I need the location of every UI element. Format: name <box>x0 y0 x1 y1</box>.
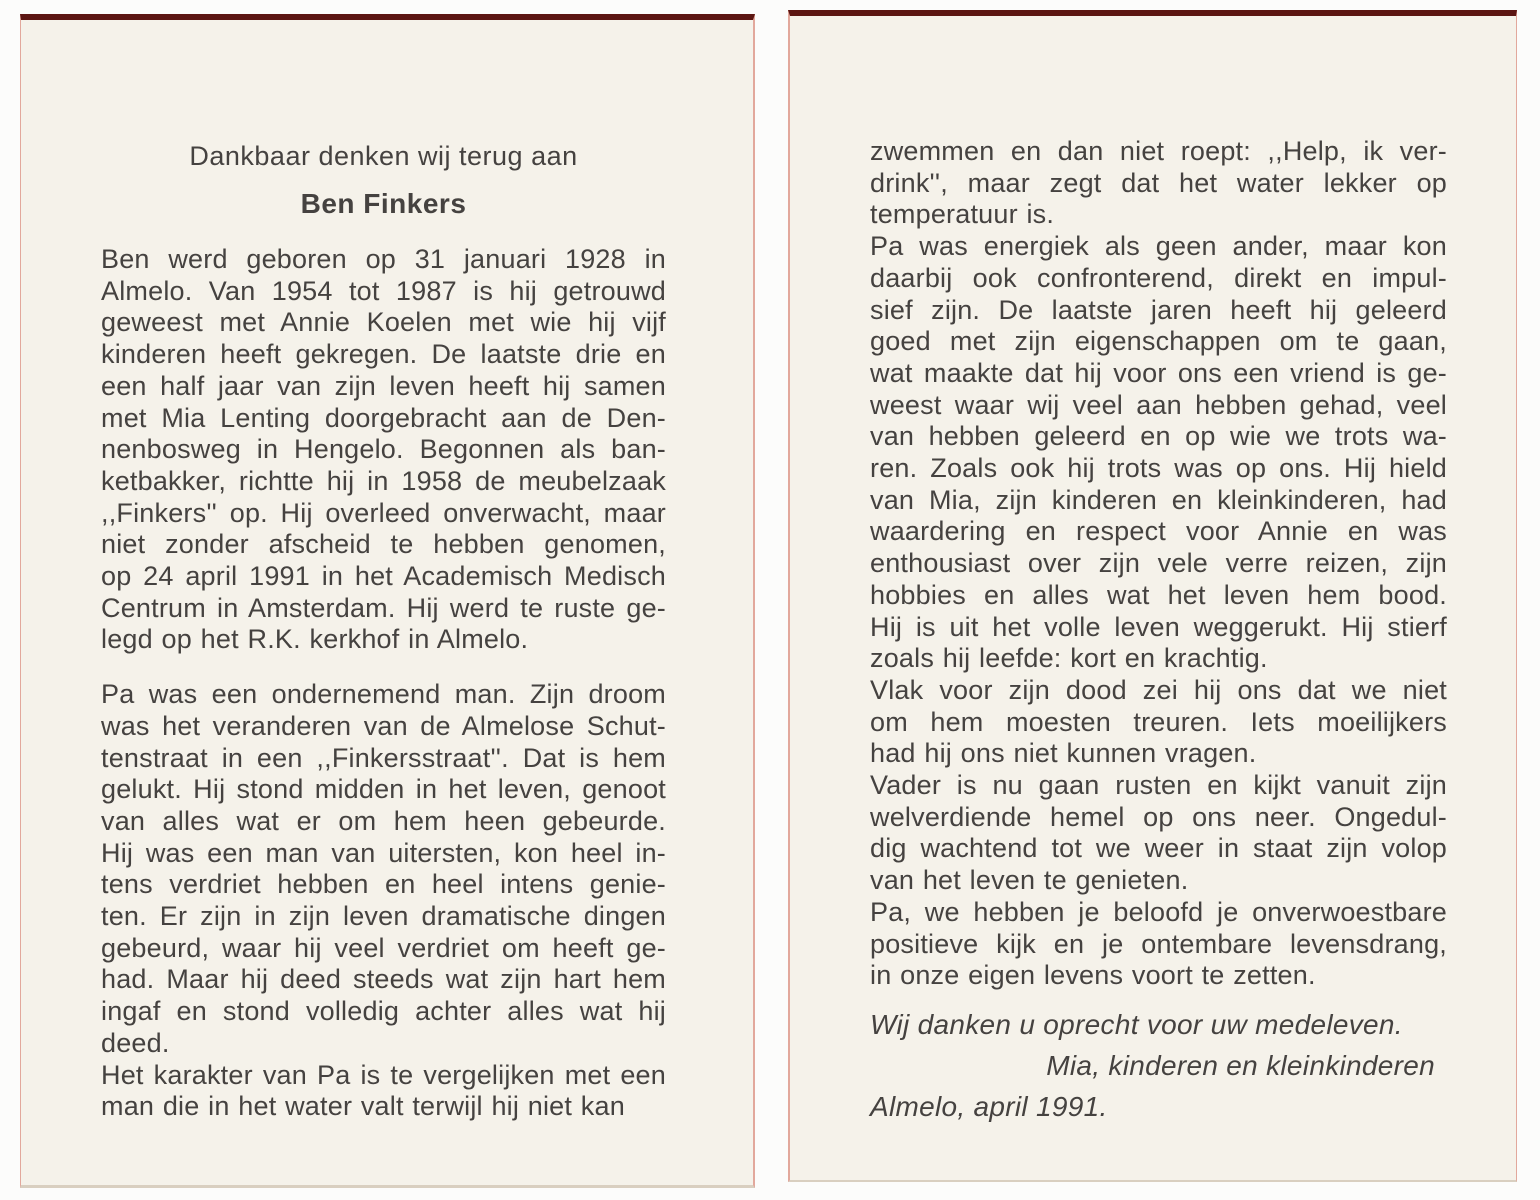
text-line: in onze eigen levens voort te zetten. <box>870 960 1316 991</box>
text-line: had. Maar hij deed steeds wat zijn hart hem <box>101 964 666 995</box>
text-line: ren. Zoals ook hij trots was op ons. Hij hield <box>870 453 1447 484</box>
text-line: tenstraat in een ,,Finkersstraat''. Dat is hem <box>101 742 666 773</box>
text-line: Vader is nu gaan rusten en kijkt vanuit zijn <box>870 770 1447 801</box>
text-line: wat maakte dat hij voor ons een vriend is ge- <box>870 357 1447 388</box>
text-line: weest waar wij veel aan hebben gehad, veel <box>870 389 1447 420</box>
text-line: Almelo. Van 1954 tot 1987 is hij getrouwd <box>101 275 666 306</box>
text-line: positieve kijk en je ontembare levensdrang, <box>870 928 1447 959</box>
text-line: Vlak voor zijn dood zei hij ons dat we niet <box>870 674 1447 705</box>
memorial-text-continued <box>870 136 1447 992</box>
text-line: Pa was een ondernemend man. Zijn droom <box>101 679 666 710</box>
text-line: ten. Er zijn in zijn leven dramatische dingen <box>101 901 666 932</box>
text-line: kinderen heeft gekregen. De laatste drie en <box>101 339 666 370</box>
text-line: ingaf en stond volledig achter alles wat hij <box>101 996 666 1027</box>
text-line: hobbies en alles wat het leven hem bood. <box>870 579 1447 610</box>
text-line: zwemmen en dan niet roept: ,,Help, ik ver- <box>870 136 1447 166</box>
text-line: goed met zijn eigenschappen om te gaan, <box>870 326 1447 357</box>
text-line: waardering en respect voor Annie en was <box>870 516 1447 547</box>
text-line: Het karakter van Pa is te vergelijken met een <box>101 1059 666 1090</box>
text-line: Hij was een man van uitersten, kon heel in- <box>101 837 666 868</box>
text-line: was het veranderen van de Almelose Schut- <box>101 710 666 741</box>
text-line: enthousiast over zijn vele verre reizen, zijn <box>870 548 1447 579</box>
text-line: om hem moesten treuren. Iets moeilijkers <box>870 706 1447 737</box>
biography-paragraph-2 <box>101 679 666 1123</box>
text-line: op 24 april 1991 in het Academisch Medisch <box>101 561 666 592</box>
text-line: Centrum in Amsterdam. Hij werd te ruste ge- <box>101 592 666 623</box>
text-line: geweest met Annie Koelen met wie hij vijf <box>101 307 666 338</box>
memorial-card-left-page <box>20 14 755 1188</box>
text-line: ,,Finkers'' op. Hij overleed onverwacht, maar <box>101 497 666 528</box>
deceased-name: Ben Finkers <box>300 188 467 219</box>
text-line: Pa was energiek als geen ander, maar kon <box>870 231 1447 262</box>
closing-section <box>870 1004 1447 1127</box>
text-line: niet zonder afscheid te hebben genomen, <box>101 529 666 560</box>
text-line: van Mia, zijn kinderen en kleinkinderen, had <box>870 484 1447 515</box>
text-line: had hij ons niet kunnen vragen. <box>870 738 1257 769</box>
text-line: dig wachtend tot we weer in staat zijn volop <box>870 833 1447 864</box>
text-line: daarbij ook confronterend, direkt en impul- <box>870 262 1447 293</box>
text-line: Ben werd geboren op 31 januari 1928 in <box>101 244 666 274</box>
text-line: drink'', maar zegt dat het water lekker op <box>870 167 1447 198</box>
text-line: Pa, we hebben je beloofd je onverwoestbare <box>870 896 1447 927</box>
text-line: van alles wat er om hem heen gebeurde. <box>101 805 666 836</box>
text-line: ketbakker, richtte hij in 1958 de meubelzaak <box>101 465 666 496</box>
text-line: legd op het R.K. kerkhof in Almelo. <box>101 624 529 655</box>
text-line: een half jaar van zijn leven heeft hij samen <box>101 370 666 401</box>
card-header-text: Dankbaar denken wij terug aan <box>189 141 578 171</box>
text-line: nenbosweg in Hengelo. Begonnen als ban- <box>101 434 666 465</box>
biography-paragraph-1 <box>101 244 666 656</box>
text-line: tens verdriet hebben en heel intens genie- <box>101 869 666 900</box>
memorial-card-right-page <box>788 10 1517 1182</box>
text-line: sief zijn. De laatste jaren heeft hij geleerd <box>870 294 1447 325</box>
text-line: zoals hij leefde: kort en krachtig. <box>870 643 1268 674</box>
text-line: van het leven te genieten. <box>870 865 1189 896</box>
closing-place-date: Almelo, april 1991. <box>870 1090 1108 1122</box>
text-line: temperatuur is. <box>870 199 1055 230</box>
text-line: met Mia Lenting doorgebracht aan de Den- <box>101 402 666 433</box>
closing-thanks-line: Wij danken u oprecht voor uw medeleven. <box>870 1008 1403 1040</box>
text-line: Hij is uit het volle leven weggerukt. Hij stierf <box>870 611 1447 642</box>
text-line: welverdiende hemel op ons neer. Ongedul- <box>870 801 1447 832</box>
text-line: gebeurd, waar hij veel verdriet om heeft ge- <box>101 932 666 963</box>
text-line: deed. <box>101 1027 170 1058</box>
text-line: man die in het water valt terwijl hij niet kan <box>101 1091 625 1122</box>
text-line: gelukt. Hij stond midden in het leven, genoot <box>101 774 666 805</box>
closing-signature: Mia, kinderen en kleinkinderen <box>1046 1049 1435 1081</box>
text-line: van hebben geleerd en op wie we trots wa- <box>870 421 1447 452</box>
